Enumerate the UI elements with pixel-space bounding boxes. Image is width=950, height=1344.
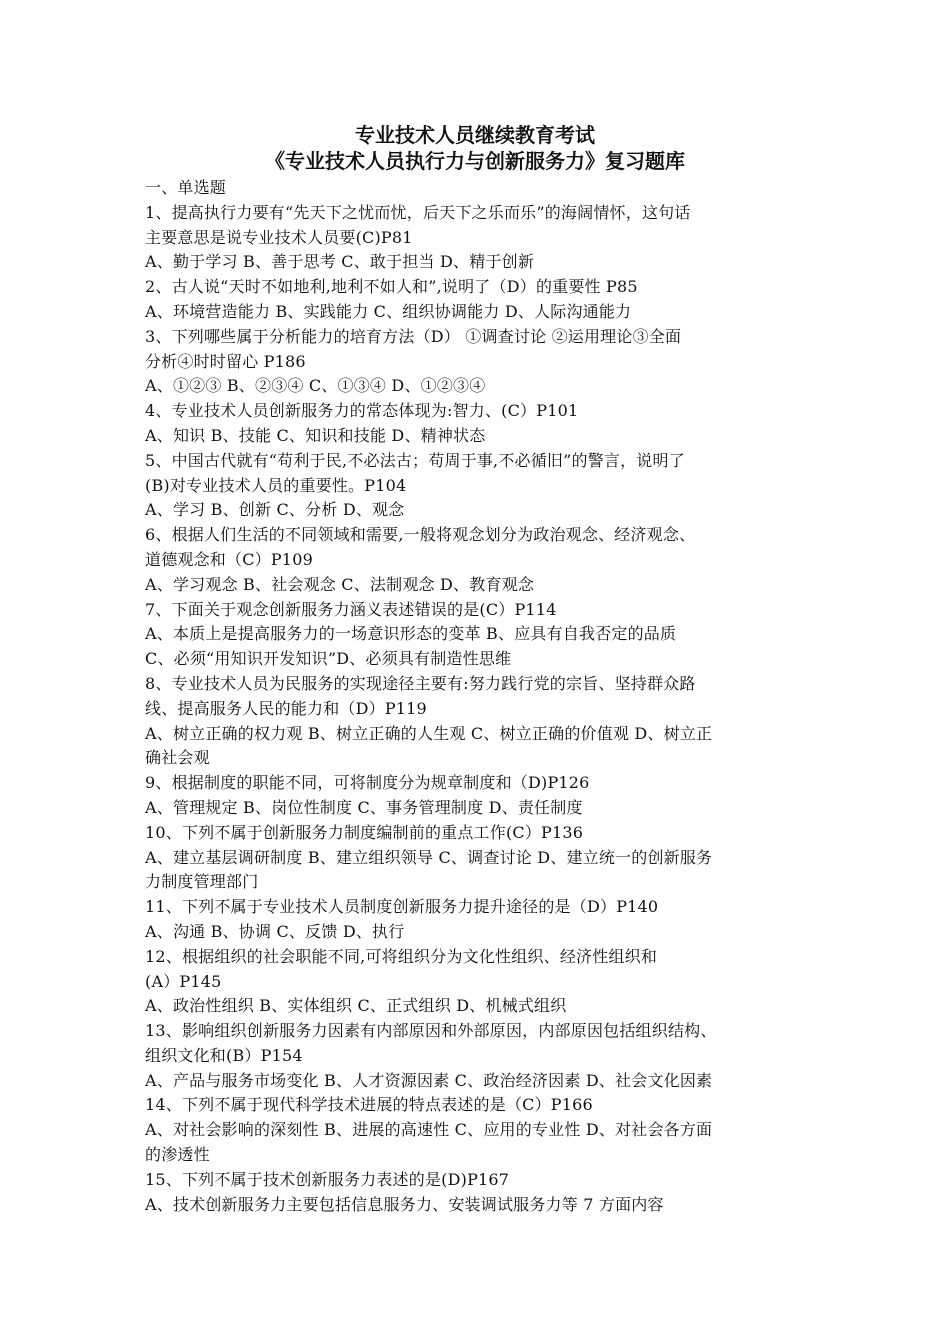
text-line: 的渗透性	[145, 1145, 210, 1165]
text-line: 5、中国古代就有“苟利于民,不必法古；苟周于事,不必循旧”的警言，说明了	[145, 450, 685, 470]
text-line: A、政治性组织 B、实体组织 C、正式组织 D、机械式组织	[145, 996, 567, 1016]
text-line: 12、根据组织的社会职能不同,可将组织分为文化性组织、经济性组织和	[145, 946, 658, 966]
text-line: 4、专业技术人员创新服务力的常态体现为:智力、(C）P101	[145, 401, 579, 421]
text-line: 9、根据制度的职能不同，可将制度分为规章制度和（D)P126	[145, 773, 590, 793]
text-line: A、树立正确的权力观 B、树立正确的人生观 C、树立正确的价值观 D、树立正	[145, 723, 713, 743]
text-line: 14、下列不属于现代科学技术进展的特点表述的是（C）P166	[145, 1095, 593, 1115]
text-line: A、①②③ B、②③④ C、①③④ D、①②③④	[145, 376, 486, 396]
text-line: 分析④时时留心 P186	[145, 351, 306, 371]
text-line: 7、下面关于观念创新服务力涵义表述错误的是(C）P114	[145, 599, 557, 619]
text-line: (B)对专业技术人员的重要性。P104	[145, 475, 407, 495]
text-line: 3、下列哪些属于分析能力的培育方法（D） ①调查讨论 ②运用理论③全面	[145, 326, 682, 346]
question-list	[145, 176, 817, 1217]
text-line: 线、提高服务人民的能力和（D）P119	[145, 698, 427, 718]
text-line: A、沟通 B、协调 C、反馈 D、执行	[145, 921, 405, 941]
text-line: A、建立基层调研制度 B、建立组织领导 C、调查讨论 D、建立统一的创新服务	[145, 847, 713, 867]
text-line: 8、专业技术人员为民服务的实现途径主要有:努力践行党的宗旨、坚持群众路	[145, 673, 696, 693]
text-line: 15、下列不属于技术创新服务力表述的是(D)P167	[145, 1169, 510, 1189]
text-line: A、学习观念 B、社会观念 C、法制观念 D、教育观念	[145, 574, 535, 594]
text-line: 力制度管理部门	[145, 872, 259, 892]
text-line: A、知识 B、技能 C、知识和技能 D、精神状态	[145, 425, 486, 445]
text-line: 道德观念和（C）P109	[145, 549, 313, 569]
text-line: 主要意思是说专业技术人员要(C)P81	[145, 227, 413, 247]
text-line: A、技术创新服务力主要包括信息服务力、安装调试服务力等 7 方面内容	[145, 1194, 664, 1214]
text-line: A、勤于学习 B、善于思考 C、敢于担当 D、精于创新	[145, 252, 535, 272]
text-line: 13、影响组织创新服务力因素有内部原因和外部原因，内部原因包括组织结构、	[145, 1021, 717, 1041]
document-subtitle: 《专业技术人员执行力与创新服务力》复习题库	[265, 149, 685, 173]
text-line: 6、根据人们生活的不同领域和需要,一般将观念划分为政治观念、经济观念、	[145, 525, 696, 545]
text-line: (A）P145	[145, 971, 222, 991]
document-title: 专业技术人员继续教育考试	[355, 123, 595, 147]
text-line: A、对社会影响的深刻性 B、进展的高速性 C、应用的专业性 D、对社会各方面	[145, 1120, 713, 1140]
text-line: A、管理规定 B、岗位性制度 C、事务管理制度 D、责任制度	[145, 797, 583, 817]
text-line: 2、古人说“天时不如地利,地利不如人和”,说明了（D）的重要性 P85	[145, 277, 638, 297]
title-block	[0, 122, 950, 174]
text-line: 10、下列不属于创新服务力制度编制前的重点工作(C）P136	[145, 822, 584, 842]
text-line: 确社会观	[145, 748, 210, 768]
text-line: 11、下列不属于专业技术人员制度创新服务力提升途径的是（D）P140	[145, 897, 659, 917]
text-line: 1、提高执行力要有“先天下之忧而忧，后天下之乐而乐”的海阔情怀，这句话	[145, 202, 691, 222]
text-line: A、学习 B、创新 C、分析 D、观念	[145, 500, 405, 520]
text-line: A、环境营造能力 B、实践能力 C、组织协调能力 D、人际沟通能力	[145, 301, 632, 321]
text-line: 组织文化和(B）P154	[145, 1045, 303, 1065]
text-line: A、本质上是提高服务力的一场意识形态的变革 B、应具有自我否定的品质	[145, 624, 677, 644]
section-heading: 一、单选题	[145, 178, 227, 197]
text-line: A、产品与服务市场变化 B、人才资源因素 C、政治经济因素 D、社会文化因素	[145, 1070, 713, 1090]
text-line: C、必须“用知识开发知识”D、必须具有制造性思维	[145, 649, 512, 669]
